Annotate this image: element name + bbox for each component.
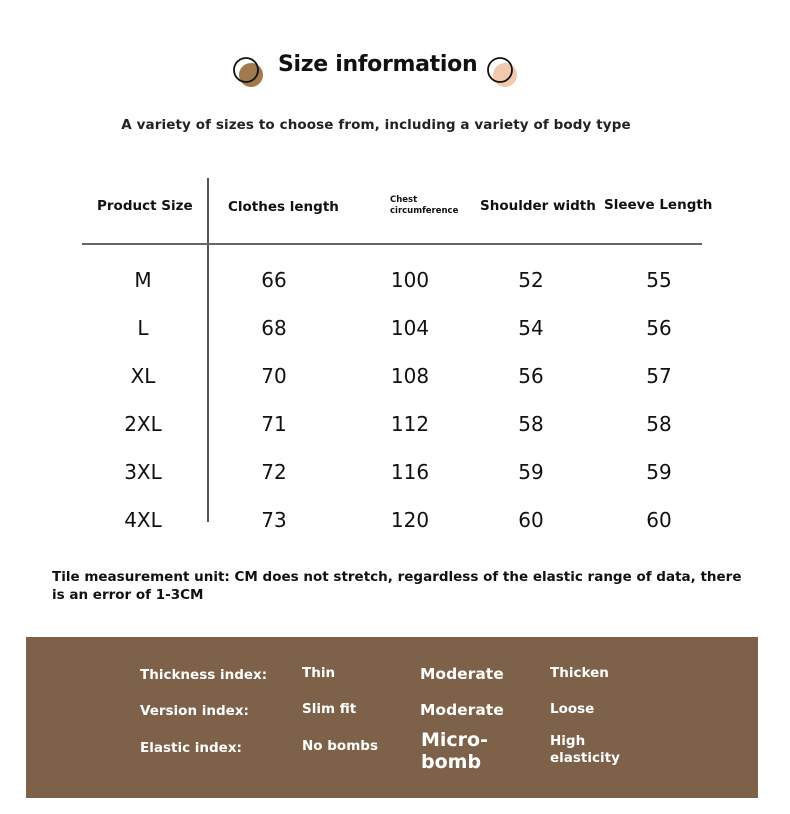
cell-length: 73 (261, 508, 287, 532)
cell-chest: 104 (390, 316, 430, 340)
table-vertical-divider (207, 178, 209, 522)
cell-sleeve: 60 (646, 508, 672, 532)
brown-circle-icon (232, 56, 264, 88)
cell-size: 4XL (124, 508, 162, 532)
cell-chest: 108 (390, 364, 430, 388)
cell-length: 66 (261, 268, 287, 292)
cell-sleeve: 59 (646, 460, 672, 484)
thickness-index-label: Thickness index: (140, 667, 268, 683)
cell-sleeve: 56 (646, 316, 672, 340)
header-clothes-length: Clothes length (228, 199, 339, 215)
cell-shoulder: 52 (518, 268, 544, 292)
elastic-option-micro-bomb: Micro-bomb (421, 729, 488, 773)
cell-length: 68 (261, 316, 287, 340)
thickness-option-moderate: Moderate (420, 665, 504, 683)
thickness-option-thin: Thin (302, 665, 336, 681)
header-shoulder-width: Shoulder width (480, 198, 596, 214)
page-title: Size information (278, 52, 478, 77)
cell-shoulder: 59 (518, 460, 544, 484)
table-header-divider (82, 243, 702, 245)
peach-circle-icon (486, 56, 518, 88)
cell-shoulder: 56 (518, 364, 544, 388)
elastic-option-no-bombs: No bombs (302, 738, 378, 754)
cell-length: 72 (261, 460, 287, 484)
header-chest-line1: Chest (390, 195, 418, 205)
cell-length: 71 (261, 412, 287, 436)
elastic-option-high-elasticity: High elasticity (550, 733, 620, 766)
cell-chest: 112 (390, 412, 430, 436)
cell-length: 70 (261, 364, 287, 388)
cell-size: 2XL (124, 412, 162, 436)
cell-sleeve: 57 (646, 364, 672, 388)
header-product-size: Product Size (97, 198, 193, 214)
header-sleeve-length: Sleeve Length (604, 197, 713, 213)
title-row (0, 50, 790, 90)
cell-size: L (137, 316, 149, 340)
header-chest-circumference (390, 195, 458, 217)
version-option-loose: Loose (550, 701, 595, 717)
version-index-label: Version index: (140, 703, 249, 719)
index-panel (26, 637, 758, 798)
cell-sleeve: 58 (646, 412, 672, 436)
cell-chest: 100 (390, 268, 430, 292)
size-table (82, 178, 713, 532)
cell-shoulder: 58 (518, 412, 544, 436)
cell-size: XL (130, 364, 156, 388)
cell-size: 3XL (124, 460, 162, 484)
cell-shoulder: 54 (518, 316, 544, 340)
cell-chest: 116 (390, 460, 430, 484)
cell-size: M (134, 268, 152, 292)
measurement-note: Tile measurement unit: CM does not stretch, regardless of the elastic range of data, there is an error of 1-3CM (52, 569, 742, 603)
cell-chest: 120 (390, 508, 430, 532)
cell-shoulder: 60 (518, 508, 544, 532)
subtitle: A variety of sizes to choose from, including a variety of body type (121, 117, 631, 133)
version-option-moderate: Moderate (420, 701, 504, 719)
header-chest-line2: circumference (390, 206, 459, 216)
version-option-slim-fit: Slim fit (302, 701, 357, 717)
cell-sleeve: 55 (646, 268, 672, 292)
thickness-option-thicken: Thicken (550, 665, 609, 681)
elastic-index-label: Elastic index: (140, 740, 242, 756)
